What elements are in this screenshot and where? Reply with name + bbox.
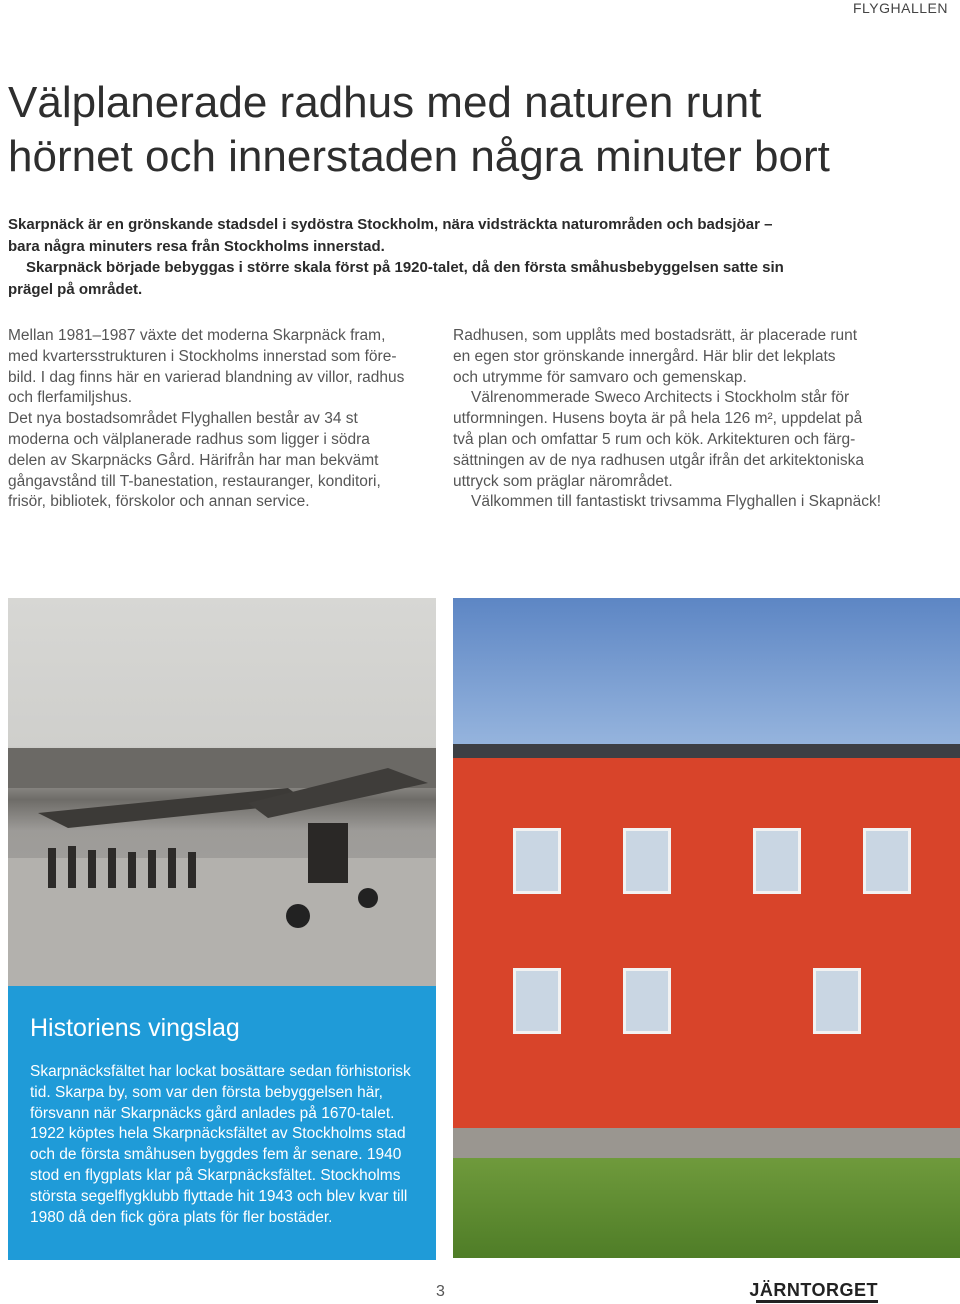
jarntorget-logo: JÄRNTORGET (749, 1280, 878, 1300)
window (623, 968, 671, 1034)
body-line: och utrymme för samvaro och gemenskap. (453, 368, 747, 386)
lead-line: Skarpnäck är en grönskande stadsdel i sydöstra Stockholm, nära vidsträckta naturområden och badsjöar – (8, 216, 773, 233)
info-box-title: Historiens vingslag (30, 1014, 240, 1042)
logo-underline (756, 1300, 878, 1303)
body-line: gångavstånd till T-banestation, restauranger, konditori, (8, 472, 381, 490)
title-line: Välplanerade radhus med naturen runt (8, 78, 762, 127)
body-line: och flerfamiljshus. (8, 389, 133, 407)
lead-paragraph (8, 214, 808, 300)
body-line: med kvartersstrukturen i Stockholms innerstad som före- (8, 347, 397, 365)
body-line: Det nya bostadsområdet Flyghallen består av 34 st (8, 410, 358, 428)
window (623, 828, 671, 894)
lawn (453, 1158, 960, 1258)
body-line: utformningen. Husens boyta är på hela 126 m², uppdelat på (453, 410, 863, 428)
window (813, 968, 861, 1034)
section-label: FLYGHALLEN (853, 0, 948, 16)
garden-path (453, 1128, 960, 1160)
body-line: moderna och välplanerade radhus som ligger i södra (8, 430, 370, 448)
history-info-box (8, 986, 436, 1260)
body-line: bild. I dag finns här en varierad blandning av villor, radhus (8, 368, 405, 386)
window (753, 828, 801, 894)
body-line: Radhusen, som upplåts med bostadsrätt, är placerade runt (453, 327, 858, 344)
page-number: 3 (436, 1283, 445, 1300)
row-house-photo (453, 598, 960, 1258)
info-box-text: Skarpnäcksfältet har lockat bosättare sedan förhistorisk tid. Skarpa by, som var den första bebyggelsen här, försvann när Skarpnäcks gård anlades på 1670-talet. 1922 köptes hela Skarpnäcksfältet av Stockholms stad och de första småhusen byggdes fem år senare. 1940 stod en flygplats klar på Skarpnäcksfältet. Stockholms största segelflygklubb flyttade hit 1943 och blev kvar till 1980 då den fick göra plats för fler bostäder. (30, 1063, 411, 1226)
airplane-icon (8, 598, 436, 986)
body-line: Välkommen till fantastiskt trivsamma Flyghallen i Skapnäck! (471, 493, 882, 511)
body-column-left (8, 326, 434, 513)
body-line: en egen stor grönskande innergård. Här blir det lekplats (453, 347, 836, 365)
page-title (8, 76, 908, 184)
historic-airplane-photo (8, 598, 436, 986)
window (863, 828, 911, 894)
body-line: delen av Skarpnäcks Gård. Härifrån har man bekvämt (8, 451, 379, 469)
body-line: uttryck som präglar närområdet. (453, 472, 673, 490)
body-line: frisör, bibliotek, förskolor och annan service. (8, 493, 310, 511)
body-line: Mellan 1981–1987 växte det moderna Skarpnäck fram, (8, 327, 386, 344)
lead-line: Skarpnäck började bebyggas i större skala först på 1920-talet, då den första småhusbebyggelsen satte sin (26, 259, 784, 276)
body-line: Välrenommerade Sweco Architects i Stockholm står för (471, 389, 850, 407)
body-line: sättningen av de nya radhusen utgår ifrån det arkitektoniska (453, 451, 865, 469)
title-line: hörnet och innerstaden några minuter bort (8, 132, 830, 181)
window (513, 828, 561, 894)
body-line: två plan och omfattar 5 rum och kök. Arkitekturen och färg- (453, 430, 856, 448)
body-column-right (453, 326, 893, 513)
window (513, 968, 561, 1034)
lead-line: prägel på området. (8, 280, 143, 298)
lead-line: bara några minuters resa från Stockholms innerstad. (8, 237, 385, 255)
